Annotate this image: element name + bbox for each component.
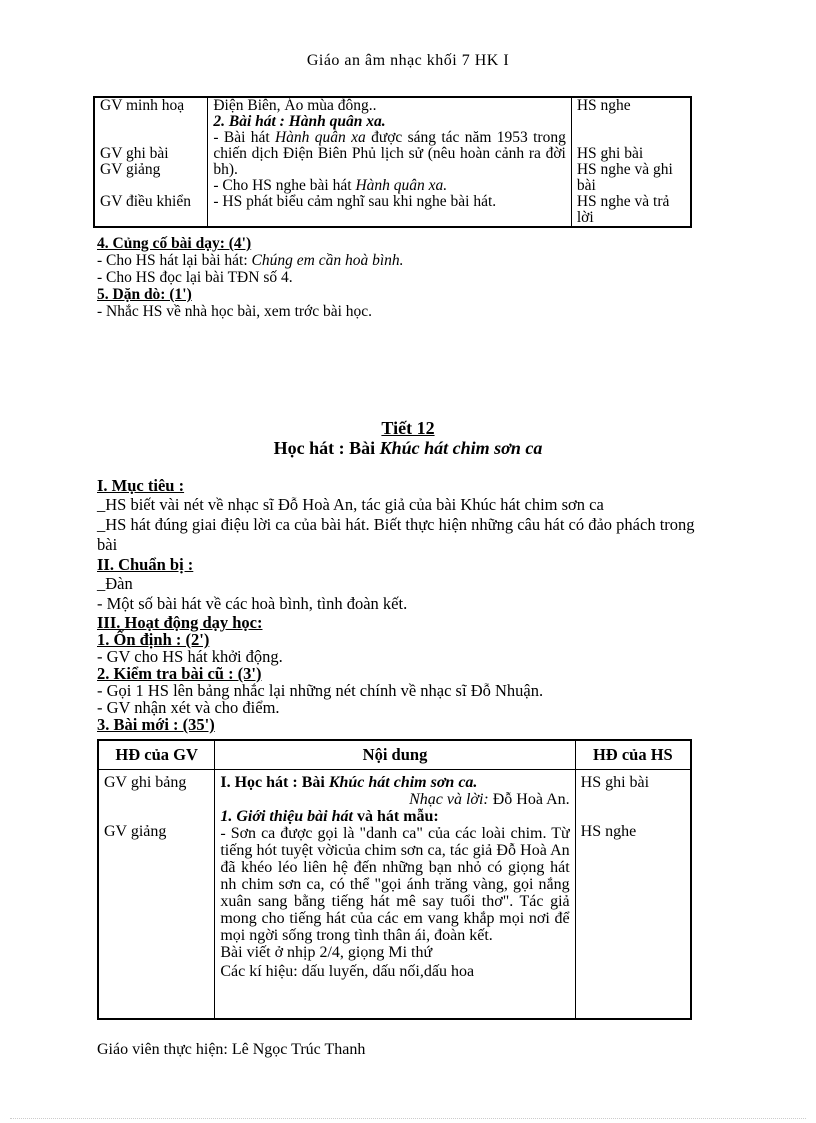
song-heading-title: Khúc hát chim sơn ca. [328,774,478,791]
teacher-activity-3: GV giảng [100,161,161,178]
song-intro [213,130,565,178]
author-label: Nhạc và lời: [409,791,493,808]
page-footer: Giáo viên thực hiện: Lê Ngọc Trúc Thanh [97,1041,366,1058]
spacer [100,130,202,146]
intro-subheading-pre: 1. Giới thiệu bài hát [220,808,357,825]
goal-1: _HS biết vài nét về nhạc sĩ Đỗ Hoà An, tác giả của bài Khúc hát chim sơn ca [97,495,604,514]
signs-line: Các kí hiệu: dấu luyến, dấu nối,dấu hoa [220,963,475,980]
review-heading: 4. Củng cố bài dạy: (4') [97,235,252,252]
step-1-heading: 1. Ổn định : (2') [97,630,210,649]
teacher-activity-1: GV minh hoạ [100,97,185,114]
review-line-2: - Cho HS đọc lại bài TĐN số 4. [97,269,293,286]
spacer [581,807,685,823]
student-activity-1: HS nghe [576,97,631,114]
song-heading [220,774,569,791]
spacer [581,791,685,807]
song-heading-pre: I. Học hát : Bài [220,774,329,791]
step-2-text-1: - Gọi 1 HS lên bảng nhắc lại những nét chính về nhạc sĩ Đỗ Nhuận. [97,681,544,700]
student-activity-2: HS nghe [580,823,637,840]
header-content: Nội dung [215,740,575,770]
spacer [100,178,202,194]
lesson-title: Tiết 12 [381,418,435,438]
student-activity-cell [571,97,691,227]
intro-paragraph: - Sơn ca được gọi là "danh ca" của các loài chim. Từ tiếng hót tuyệt vờicủa chim sơn ca, tác giả Đỗ Hoà An đã khéo léo liên hệ đến những bạn nhỏ có giọng hát nh chim sơn ca, có thể "gọi ánh trăng vàng, gọi nắng xuân sang bằng tiếng hát mê say tuổi thơ". Tác giả mong cho tiếng hát của các em vang khắp mọi nơi để mọi ngời sống trong tình thân ái, đoàn kết. [220,825,570,944]
song-intro-title: Hành quân xa [274,129,366,146]
homework-line: - Nhắc HS về nhà học bài, xem trớc bài học. [97,303,373,320]
goals-heading: I. Mục tiêu : [97,476,185,495]
spacer [104,791,209,807]
homework-heading: 5. Dặn dò: (1') [97,286,192,303]
teacher-activity-4: GV điều khiển [100,193,191,210]
lesson-subtitle [0,438,816,459]
spacer [577,130,685,146]
step-3-heading: 3. Bài mới : (35') [97,715,215,734]
step-1-text: - GV cho HS hát khởi động. [97,647,283,666]
student-activity-3: HS nghe và ghi bài [576,161,673,194]
teacher-activity-cell [98,770,215,1020]
teacher-activity-2: GV giảng [104,823,167,840]
spacer [100,114,202,130]
page-header: Giáo an âm nhạc khối 7 HK I [306,52,510,69]
prep-2: - Một số bài hát về các hoà bình, tình đoàn kết. [97,594,408,613]
activities-heading: III. Hoạt động dạy học: [97,613,263,632]
header-student: HĐ của HS [575,740,691,770]
intro-subheading-post: và hát mẫu: [356,808,439,825]
student-activity-4: HS nghe và trả lời [576,193,670,226]
teacher-activity-1: GV ghi bảng [104,774,187,791]
student-activity-2: HS ghi bài [576,145,644,162]
teacher-activity-2: GV ghi bài [100,145,169,162]
review-song-title: Chúng em cần hoà bình. [251,252,404,269]
rhythm-line: Bài viết ở nhịp 2/4, giọng Mi thứ [220,944,433,961]
step-2-text-2: - GV nhận xét và cho điểm. [97,698,280,717]
header-teacher: HĐ của GV [98,740,215,770]
listen-pre: - Cho HS nghe bài hát [213,177,356,194]
spacer [104,807,209,823]
spacer [577,114,685,130]
lesson-body [97,476,707,733]
activity-table [97,739,692,1020]
student-activity-1: HS ghi bài [580,774,650,791]
page-bottom-border [10,1118,806,1119]
feeling-line: - HS phát biểu cảm nghĩ sau khi nghe bài hát. [213,193,497,210]
review-line-1 [97,253,404,269]
prep-heading: II. Chuẩn bị : [97,555,194,574]
song-intro-pre: - Bài hát [213,129,275,146]
prep-1: _Đàn [97,574,133,593]
student-activity-cell [575,770,691,1020]
listen-line [213,178,565,194]
listen-title: Hành quân xa. [355,177,448,194]
activity-table-continued [93,96,692,228]
author-name: Đỗ Hoà An. [492,791,570,808]
content-cell [215,770,575,1020]
lesson-song-title: Khúc hát chim sơn ca [379,438,543,458]
intro-subheading [220,808,569,825]
content-prev-line: Điện Biên, Áo mùa đông.. [213,97,377,114]
content-cell [208,97,571,227]
step-2-heading: 2. Kiểm tra bài cũ : (3') [97,664,262,683]
song-heading: 2. Bài hát : Hành quân xa. [213,113,386,130]
lesson-subtitle-pre: Học hát : Bài [273,438,380,458]
review-line-1-pre: - Cho HS hát lại bài hát: [97,252,252,269]
song-intro-post: được sáng tác năm 1953 trong chiến dịch Điện Biên Phủ lịch sử (nêu hoàn cảnh ra đời bh). [213,129,566,178]
teacher-activity-cell [94,97,208,227]
song-author [220,791,569,808]
goal-2: _HS hát đúng giai điệu lời ca của bài hát. Biết thực hiện những câu hát có đảo phách trong bài [97,515,695,554]
